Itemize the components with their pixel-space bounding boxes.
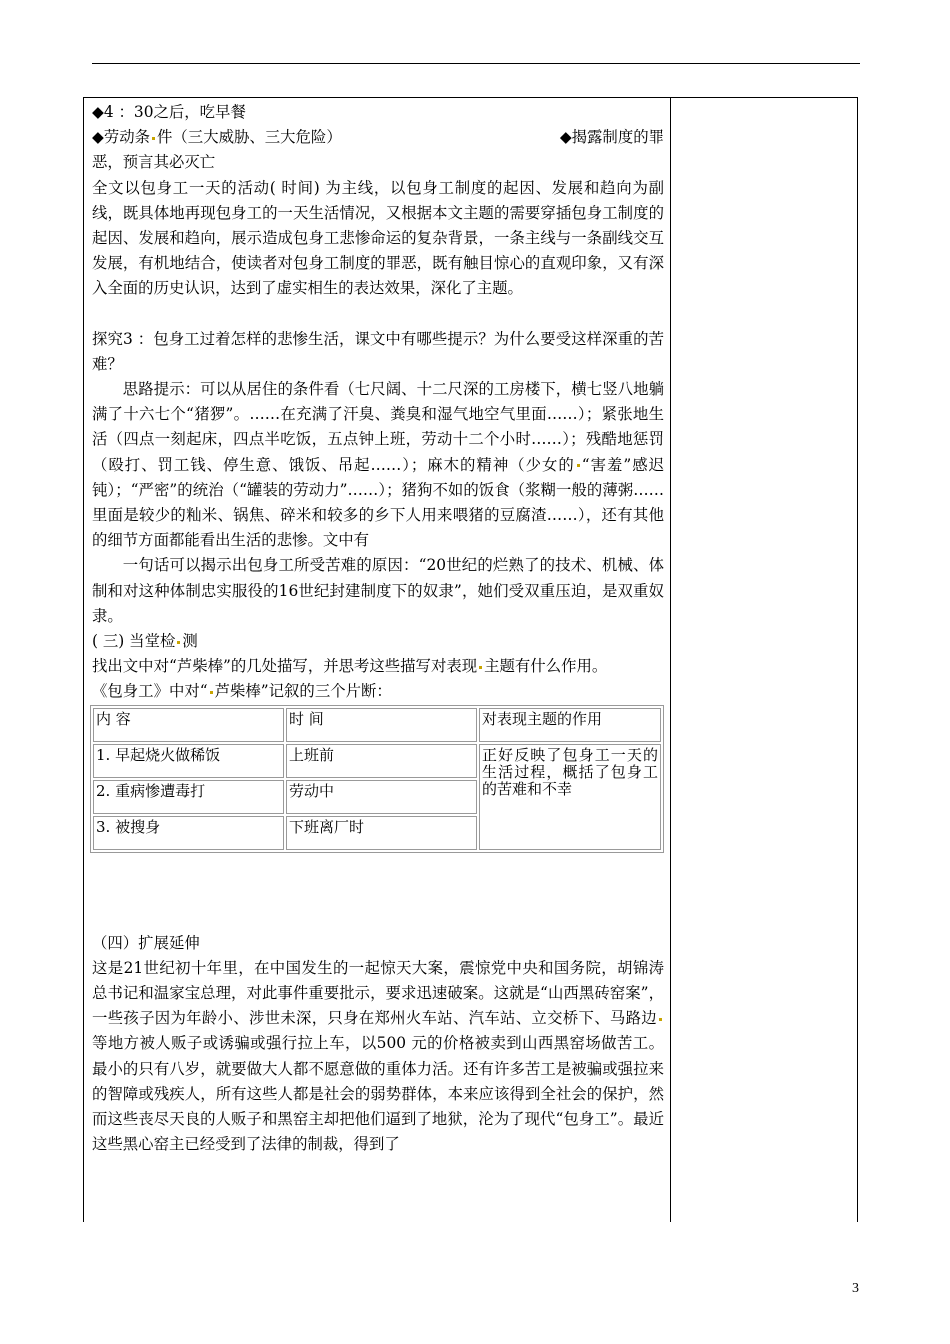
line-conditions: ◆劳动条 件（三大威胁、三大危险） ◆揭露制度的罪 [92,128,664,147]
cell-content: 2. 重病惨遭毒打 [93,780,284,814]
luchaibang-table [90,705,664,853]
header-effect: 对表现主题的作用 [479,708,661,742]
task-text: 找出文中对“芦柴棒”的几处描写，并思考这些描写对表现 主题有什么作用。 [92,657,608,676]
section-4-heading: （四）扩展延伸 [92,933,200,952]
highlight-mark [152,137,155,140]
highlight-mark [210,691,213,694]
notes-cell [671,97,858,1222]
table-row [93,744,661,778]
line-breakfast: ◆4 ：30之后，吃早餐 [92,103,246,121]
cell-content: 3. 被搜身 [93,816,284,850]
highlight-mark [479,666,482,669]
line-doom: 恶，预言其必灭亡 [92,153,216,172]
highlight-mark [659,1018,662,1021]
paragraph-structure: 全文以包身工一天的活动( 时间) 为主线，以包身工制度的起因、发展和趋向为副线，既具体地再现包身工的一天生活情况，又根据本文主题的需要穿插包身工制度的起因、发展和趋向，展示造成包身工悲惨命运的复杂背景，一条主线与一条副线交互发展，有机地结合，使读者对包身工制度的罪恶，既有触目惊心的直观印象，又有深入全面的历史认识，达到了虚实相生的表达效果，深化了主题。 [92,178,664,298]
cell-content: 1. 早起烧火做稀饭 [93,744,284,778]
cell-time: 上班前 [286,744,477,778]
header-time: 时 间 [286,708,477,742]
cell-effect: 正好反映了包身工一天的生活过程，概括了包身工的苦难和不幸 [479,744,661,850]
page-number: 3 [852,1281,859,1296]
paragraph-extension: 这是21世纪初十年里，在中国发生的一起惊天大案，震惊党中央和国务院，胡锦涛总书记和温家宝总理，对此事件重要批示，要求迅速破案。这就是“山西黑砖窑案”，一些孩子因为年龄小、涉世未深，只身在郑州火车站、汽车站、立交桥下、马路边等地方被人贩子或诱骗或强行拉上车，以500 元的价格被卖到山西黑窑场做苦工。最小的只有八岁，就要做大人都不愿意做的重体力活。还有许多苦工是被骗或强拉来的智障或残疾人，所有这些人都是社会的弱势群体，本来应该得到全社会的保护，然而这些丧尽天良的人贩子和黑窑主却把他们逼到了地狱，沦为了现代“包身工”。最近这些黑心窑主已经受到了法律的制裁，得到了 [92,958,664,1154]
paragraph-reason: 一句话可以揭示出包身工所受苦难的原因：“20世纪的烂熟了的技术、机械、体制和对这种体制忠实服役的16世纪封建制度下的奴隶”，她们受双重压迫，是双重奴隶。 [92,556,664,625]
table-header-row [93,708,661,742]
header-content: 内 容 [93,708,284,742]
table-caption: 《包身工》中对“ 芦柴棒”记叙的三个片断： [92,682,392,701]
cell-time: 下班离厂时 [286,816,477,850]
highlight-mark [177,641,180,644]
section-3-heading: ( 三) 当堂检 测 [92,632,198,651]
header-rule [92,63,860,64]
page-content [92,100,664,1158]
paragraph-hint: 思路提示：可以从居住的条件看（七尺阔、十二尺深的工房楼下，横七竖八地躺满了十六七个“猪猡”。……在充满了汗臭、粪臭和湿气地空气里面……）；紧张地生活（四点一刻起床，四点半吃饭，五点钟上班，劳动十二个小时……）；残酷地惩罚（殴打、罚工钱、停生意、饿饭、吊起……）；麻木的精神（少女的 “害羞”感迟钝）；“严密”的统治（“罐装的劳动力”……）；猪狗不如的饭食（浆糊一般的薄粥……里面是较少的籼米、锅焦、碎米和较多的乡下人用来喂猪的豆腐渣……），还有其他的细节方面都能看出生活的悲惨。文中有 [92,380,664,550]
highlight-mark [577,464,580,467]
cell-time: 劳动中 [286,780,477,814]
question-3: 探究3 ：包身工过着怎样的悲惨生活，课文中有哪些提示？为什么要受这样深重的苦难？ [92,329,664,373]
